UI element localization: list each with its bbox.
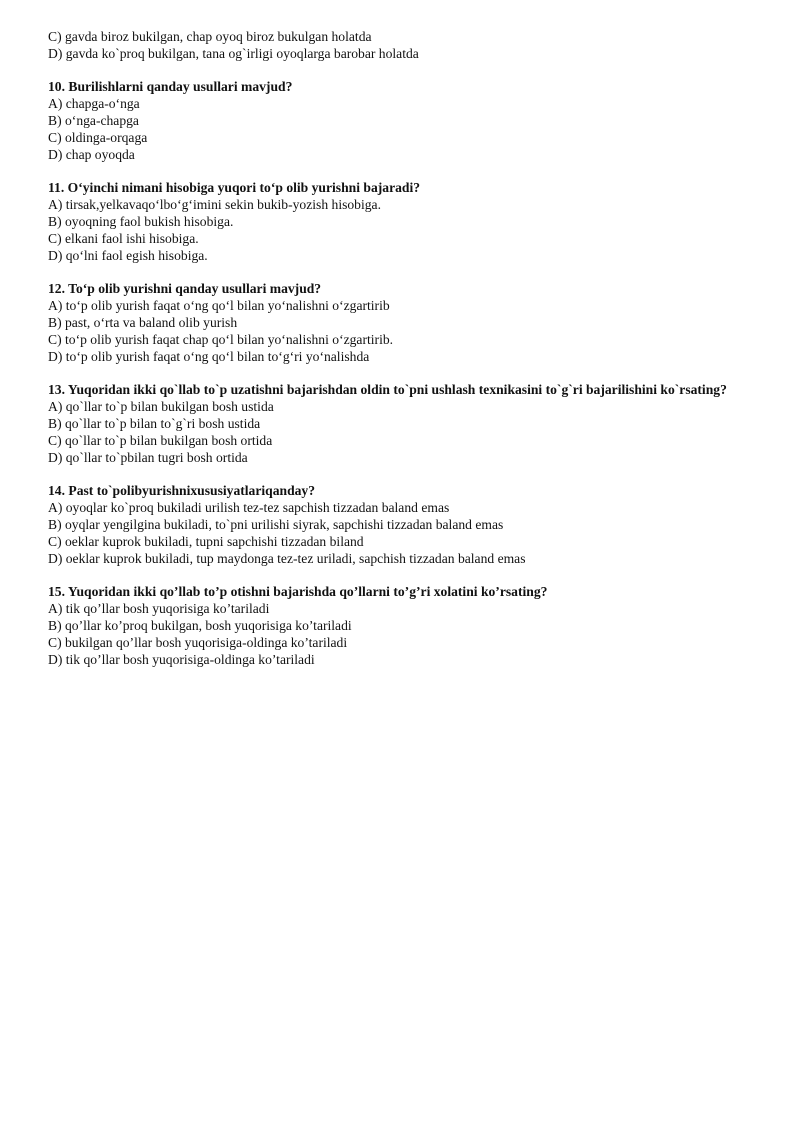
option-a: A) chapga-o‘nga (48, 96, 140, 111)
option-a: A) oyoqlar ko`proq bukiladi urilish tez-tez sapchish tizzadan baland emas (48, 500, 450, 515)
option-c: C) qo`llar to`p bilan bukilgan bosh ortida (48, 433, 273, 448)
question-text: 12. To‘p olib yurishni qanday usullari mavjud? (48, 281, 322, 296)
options-list (48, 499, 754, 567)
option-b: B) oyoqning faol bukish hisobiga. (48, 214, 234, 229)
option-d: D) qo‘lni faol egish hisobiga. (48, 248, 208, 263)
option-a: A) tirsak,yelkavaqo‘lbo‘g‘imini sekin bukib-yozish hisobiga. (48, 197, 381, 212)
question-text: 10. Burilishlarni qanday usullari mavjud? (48, 79, 293, 94)
question-text: 11. O‘yinchi nimani hisobiga yuqori to‘p olib yurishni bajaradi? (48, 180, 421, 195)
options-list (48, 297, 754, 365)
option-a: A) tik qo’llar bosh yuqorisiga ko’tariladi (48, 601, 270, 616)
question-13 (48, 381, 754, 466)
question-11 (48, 179, 754, 264)
option-b: B) past, o‘rta va baland olib yurish (48, 315, 238, 330)
option-d: D) chap oyoqda (48, 147, 135, 162)
question-text: 13. Yuqoridan ikki qo`llab to`p uzatishni bajarishdan oldin to`pni ushlash texnikasini to`g`ri bajarilishini ko`rsating? (48, 382, 727, 397)
document-page (48, 28, 754, 684)
option-d: D) qo`llar to`pbilan tugri bosh ortida (48, 450, 248, 465)
option-c: C) gavda biroz bukilgan, chap oyoq biroz bukulgan holatda (48, 29, 372, 44)
option-c: C) bukilgan qo’llar bosh yuqorisiga-oldinga ko’tariladi (48, 635, 348, 650)
options-list (48, 196, 754, 264)
option-a: A) qo`llar to`p bilan bukilgan bosh ustida (48, 399, 274, 414)
option-b: B) qo’llar ko’proq bukilgan, bosh yuqorisiga ko’tariladi (48, 618, 352, 633)
option-b: B) o‘nga-chapga (48, 113, 139, 128)
question-text: 15. Yuqoridan ikki qo’llab to’p otishni bajarishda qo’llarni to’g’ri xolatini ko’rsating? (48, 584, 548, 599)
question-12 (48, 280, 754, 365)
question-text: 14. Past to`polibyurishnixususiyatlariqanday? (48, 483, 316, 498)
option-d: D) to‘p olib yurish faqat o‘ng qo‘l bilan to‘g‘ri yo‘nalishda (48, 349, 370, 364)
option-b: B) qo`llar to`p bilan to`g`ri bosh ustida (48, 416, 261, 431)
question-10 (48, 78, 754, 163)
options-list (48, 398, 754, 466)
option-d: D) oeklar kuprok bukiladi, tup maydonga tez-tez uriladi, sapchish tizzadan baland emas (48, 551, 526, 566)
question-15 (48, 583, 754, 668)
option-b: B) oyqlar yengilgina bukiladi, to`pni urilishi siyrak, sapchishi tizzadan baland emas (48, 517, 504, 532)
option-c: C) oeklar kuprok bukiladi, tupni sapchishi tizzadan biland (48, 534, 364, 549)
option-d: D) gavda ko`proq bukilgan, tana og`irligi oyoqlarga barobar holatda (48, 46, 419, 61)
question-9-continued-options (48, 28, 754, 62)
option-a: A) to‘p olib yurish faqat o‘ng qo‘l bilan yo‘nalishni o‘zgartirib (48, 298, 390, 313)
option-c: C) elkani faol ishi hisobiga. (48, 231, 199, 246)
options-list (48, 95, 754, 163)
option-d: D) tik qo’llar bosh yuqorisiga-oldinga ko’tariladi (48, 652, 315, 667)
options-list (48, 600, 754, 668)
option-c: C) oldinga-orqaga (48, 130, 148, 145)
question-14 (48, 482, 754, 567)
option-c: C) to‘p olib yurish faqat chap qo‘l bilan yo‘nalishni o‘zgartirib. (48, 332, 394, 347)
